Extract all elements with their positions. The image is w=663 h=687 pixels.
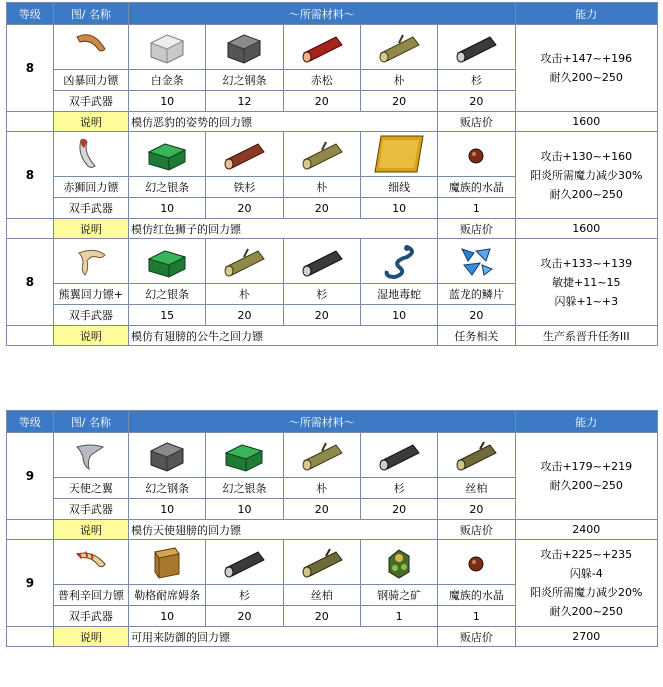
material-qty: 10 [129,198,206,219]
note-label: 说明 [53,112,128,132]
material-name: 白金条 [129,70,206,91]
item-desc-row [7,112,658,132]
hemlock-log-icon [206,132,283,177]
item-name: 熊翼回力镖+ [53,284,128,305]
spacer-cell [7,112,54,132]
boomerang-gray-icon [53,433,128,478]
item-type: 双手武器 [53,606,128,627]
spacer-cell [7,627,54,647]
stat-line: 耐久200~250 [549,187,623,201]
hackberry-log-icon [206,239,283,284]
header-level: 等级 [7,411,54,433]
material-qty: 20 [206,198,283,219]
material-name: 幻之银条 [129,284,206,305]
stat-line: 闪躲-4 [569,567,603,580]
hackberry-log-icon [283,132,360,177]
item-type: 双手武器 [53,198,128,219]
cedar-log-icon [438,25,515,70]
price-label: 贩店价 [438,627,515,647]
material-name: 丝柏 [283,585,360,606]
note-label: 说明 [53,520,128,540]
item-table-level-8 [6,2,658,346]
cypress-log-icon [438,433,515,478]
item-level: 8 [7,25,54,112]
material-name: 朴 [283,478,360,499]
material-name: 勒格耐席姆条 [129,585,206,606]
fine-thread-icon [360,132,437,177]
swamp-viper-icon [360,239,437,284]
material-qty: 20 [283,91,360,112]
item-level: 8 [7,132,54,219]
material-name: 魔族的水晶 [438,585,515,606]
item-name: 凶暴回力镖 [53,70,128,91]
material-qty: 10 [129,499,206,520]
item-icon-row [7,540,658,585]
stat-line: 攻击+133~+139 [540,256,633,270]
item-description: 模仿天使翅膀的回力镖 [129,520,438,540]
material-name: 蓝龙的鳞片 [438,284,515,305]
item-name: 普利辛回力镖 [53,585,128,606]
material-qty: 1 [438,198,515,219]
material-qty: 15 [129,305,206,326]
material-name: 朴 [206,284,283,305]
header-ability: 能力 [515,3,657,25]
spacer-cell [7,520,54,540]
item-stats [515,132,657,219]
material-qty: 20 [206,305,283,326]
header-row [7,411,658,433]
material-name: 赤松 [283,70,360,91]
item-name: 天使之翼 [53,478,128,499]
price-label: 任务相关 [438,326,515,346]
stat-line: 敏捷+11~15 [552,275,621,289]
material-qty: 20 [360,499,437,520]
price-value: 1600 [515,219,657,239]
spacer-cell [7,326,54,346]
gold-bar-icon [129,540,206,585]
steel-bar-icon [129,433,206,478]
boomerang-brown-icon [53,25,128,70]
item-stats [515,433,657,520]
item-name: 赤狮回力镖 [53,177,128,198]
item-description: 模仿红色狮子的回力镖 [129,219,438,239]
material-qty: 1 [360,606,437,627]
material-name: 细线 [360,177,437,198]
material-name: 铁杉 [206,177,283,198]
material-name: 魔族的水晶 [438,177,515,198]
platinum-bar-icon [129,25,206,70]
cedar-log-icon [206,540,283,585]
stat-line: 阳炎所需魔力减少30% [530,168,643,182]
material-name: 幻之钢条 [206,70,283,91]
material-qty: 1 [438,606,515,627]
material-name: 杉 [206,585,283,606]
material-qty: 10 [206,499,283,520]
stat-line: 耐久200~250 [549,71,623,84]
hackberry-log-icon [360,25,437,70]
header-name: 图/ 名称 [53,411,128,433]
material-name: 杉 [360,478,437,499]
silver-bar-icon [129,132,206,177]
stat-line: 攻击+147~+196 [540,52,633,65]
material-name: 杉 [438,70,515,91]
item-stats [515,25,657,112]
header-materials: ～所需材料～ [129,3,516,25]
item-description: 模仿有翅膀的公牛之回力镖 [129,326,438,346]
stat-line: 攻击+225~+235 [540,548,633,561]
header-level: 等级 [7,3,54,25]
price-label: 贩店价 [438,520,515,540]
item-icon-row [7,239,658,284]
stat-line: 攻击+179~+219 [540,460,633,473]
silver-bar-icon [206,433,283,478]
header-ability: 能力 [515,411,657,433]
red-pine-log-icon [283,25,360,70]
hackberry-log-icon [283,433,360,478]
header-name: 图/ 名称 [53,3,128,25]
material-qty: 10 [129,91,206,112]
note-label: 说明 [53,326,128,346]
price-value: 2400 [515,520,657,540]
material-qty: 20 [283,305,360,326]
item-level: 8 [7,239,54,326]
item-table-level-9 [6,410,658,647]
material-qty: 20 [283,606,360,627]
cedar-log-icon [283,239,360,284]
material-name: 丝柏 [438,478,515,499]
header-materials: ～所需材料～ [129,411,516,433]
material-qty: 10 [360,198,437,219]
item-desc-row [7,219,658,239]
material-name: 钢骑之矿 [360,585,437,606]
material-name: 朴 [360,70,437,91]
item-type: 双手武器 [53,91,128,112]
stat-line: 阳炎所需魔力减少20% [530,586,643,599]
material-qty: 20 [360,91,437,112]
material-name: 幻之银条 [129,177,206,198]
material-name: 湿地毒蛇 [360,284,437,305]
steel-ore-icon [360,540,437,585]
stat-line: 闪躲+1~+3 [554,294,619,308]
steel-bar-icon [206,25,283,70]
price-label: 贩店价 [438,112,515,132]
price-value: 1600 [515,112,657,132]
blue-dragon-scale-icon [438,239,515,284]
cedar-log-icon [360,433,437,478]
note-label: 说明 [53,627,128,647]
demon-crystal-icon [438,132,515,177]
item-desc-row [7,326,658,346]
boomerang-striped-icon [53,540,128,585]
header-row [7,3,658,25]
item-type: 双手武器 [53,305,128,326]
item-desc-row [7,627,658,647]
item-icon-row [7,25,658,70]
price-label: 贩店价 [438,219,515,239]
material-qty: 10 [360,305,437,326]
material-qty: 20 [283,198,360,219]
item-stats [515,239,657,326]
material-name: 幻之银条 [206,478,283,499]
note-label: 说明 [53,219,128,239]
stat-line: 耐久200~250 [549,605,623,618]
boomerang-white-icon [53,239,128,284]
material-qty: 10 [129,606,206,627]
spacer-cell [7,219,54,239]
demon-crystal-icon [438,540,515,585]
material-qty: 20 [438,499,515,520]
item-icon-row [7,132,658,177]
material-qty: 20 [438,91,515,112]
material-qty: 20 [283,499,360,520]
cypress-log-icon [283,540,360,585]
item-icon-row [7,433,658,478]
item-description: 模仿恶豹的姿势的回力镖 [129,112,438,132]
price-value: 生产系晋升任务III [515,326,657,346]
material-name: 朴 [283,177,360,198]
item-stats [515,540,657,627]
material-name: 幻之钢条 [129,478,206,499]
material-qty: 20 [206,606,283,627]
price-value: 2700 [515,627,657,647]
item-level: 9 [7,433,54,520]
stat-line: 耐久200~250 [549,479,623,492]
item-level: 9 [7,540,54,627]
material-qty: 20 [438,305,515,326]
material-name: 杉 [283,284,360,305]
item-type: 双手武器 [53,499,128,520]
item-description: 可用来防御的回力镖 [129,627,438,647]
silver-bar-icon [129,239,206,284]
item-desc-row [7,520,658,540]
material-qty: 12 [206,91,283,112]
stat-line: 攻击+130~+160 [540,149,633,163]
boomerang-red-icon [53,132,128,177]
